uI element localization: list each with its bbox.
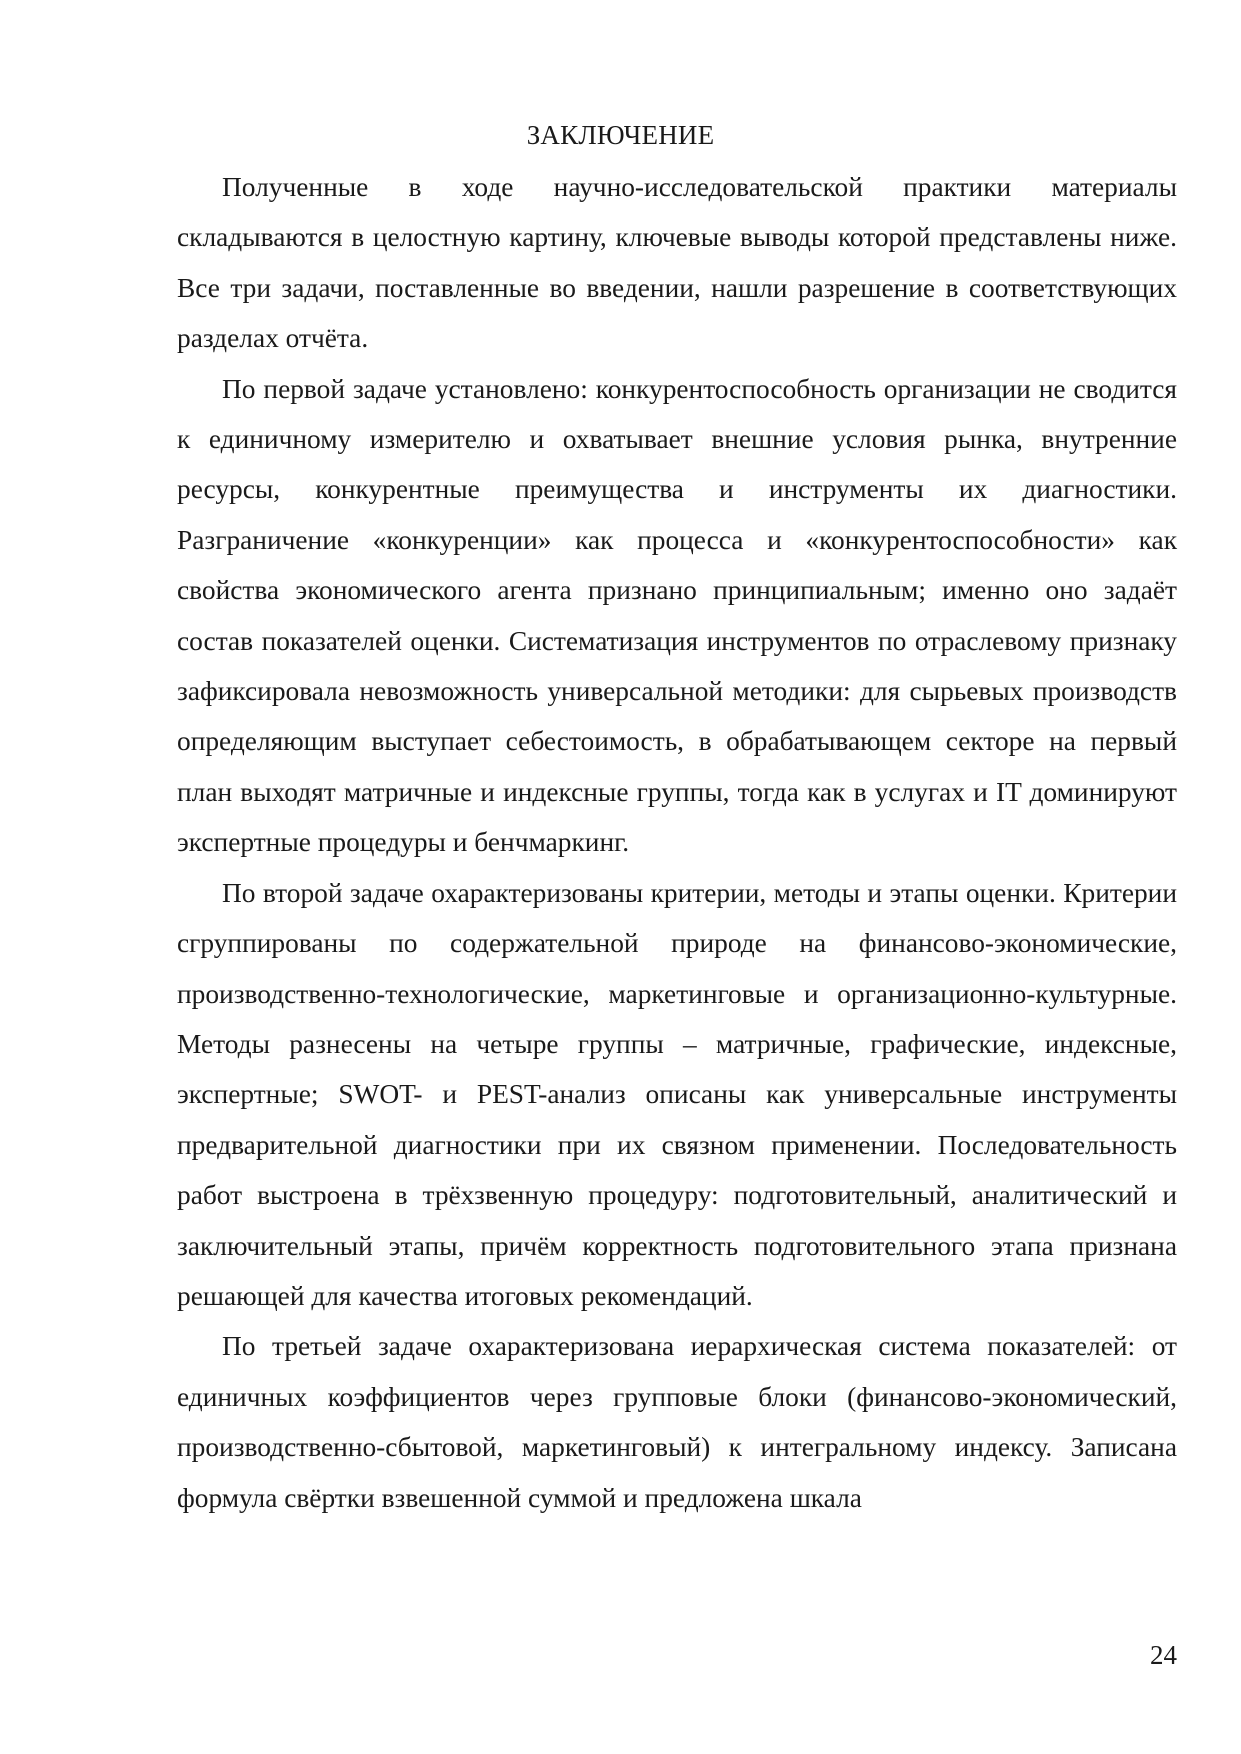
body-text: [177, 162, 1177, 1523]
paragraph-3: По второй задаче охарактеризованы критерии, методы и этапы оценки. Критерии сгруппированы по содержательной природе на финансово-экономические, производственно-технологические, маркетинговые и организационно-культурные. Методы разнесены на четыре группы – матричные, графические, индексные, экспертные; SWOT- и PEST-анализ описаны как универсальные инструменты предварительной диагностики при их связном применении. Последовательность работ выстроена в трёхзвенную процедуру: подготовительный, аналитический и заключительный этапы, причём корректность подготовительного этапа признана решающей для качества итоговых рекомендаций.: [177, 877, 1177, 1311]
paragraph-2: По первой задаче установлено: конкурентоспособность организации не сводится к единичному измерителю и охватывает внешние условия рынка, внутренние ресурсы, конкурентные преимущества и инструменты их диагностики. Разграничение «конкуренции» как процесса и «конкурентоспособности» как свойства экономического агента признано принципиальным; именно оно задаёт состав показателей оценки. Систематизация инструментов по отраслевому признаку зафиксировала невозможность универсальной методики: для сырьевых производств определяющим выступает себестоимость, в обрабатывающем секторе на первый план выходят матричные и индексные группы, тогда как в услугах и IT доминируют экспертные процедуры и бенчмаркинг.: [177, 373, 1177, 858]
paragraph-1: Полученные в ходе научно-исследовательской практики материалы складываются в целостную картину, ключевые выводы которой представлены ниже. Все три задачи, поставленные во введении, нашли разрешение в соответствующих разделах отчёта.: [177, 172, 1177, 354]
paragraph-4: По третьей задаче охарактеризована иерархическая система показателей: от единичных коэффициентов через групповые блоки (финансово-экономический, производственно-сбытовой, маркетинговый) к интегральному индексу. Записана формула свёртки взвешенной суммой и предложена шкала: [177, 1331, 1177, 1513]
page-number: 24: [1150, 1640, 1177, 1670]
page-title: ЗАКЛЮЧЕНИЕ: [526, 120, 715, 150]
